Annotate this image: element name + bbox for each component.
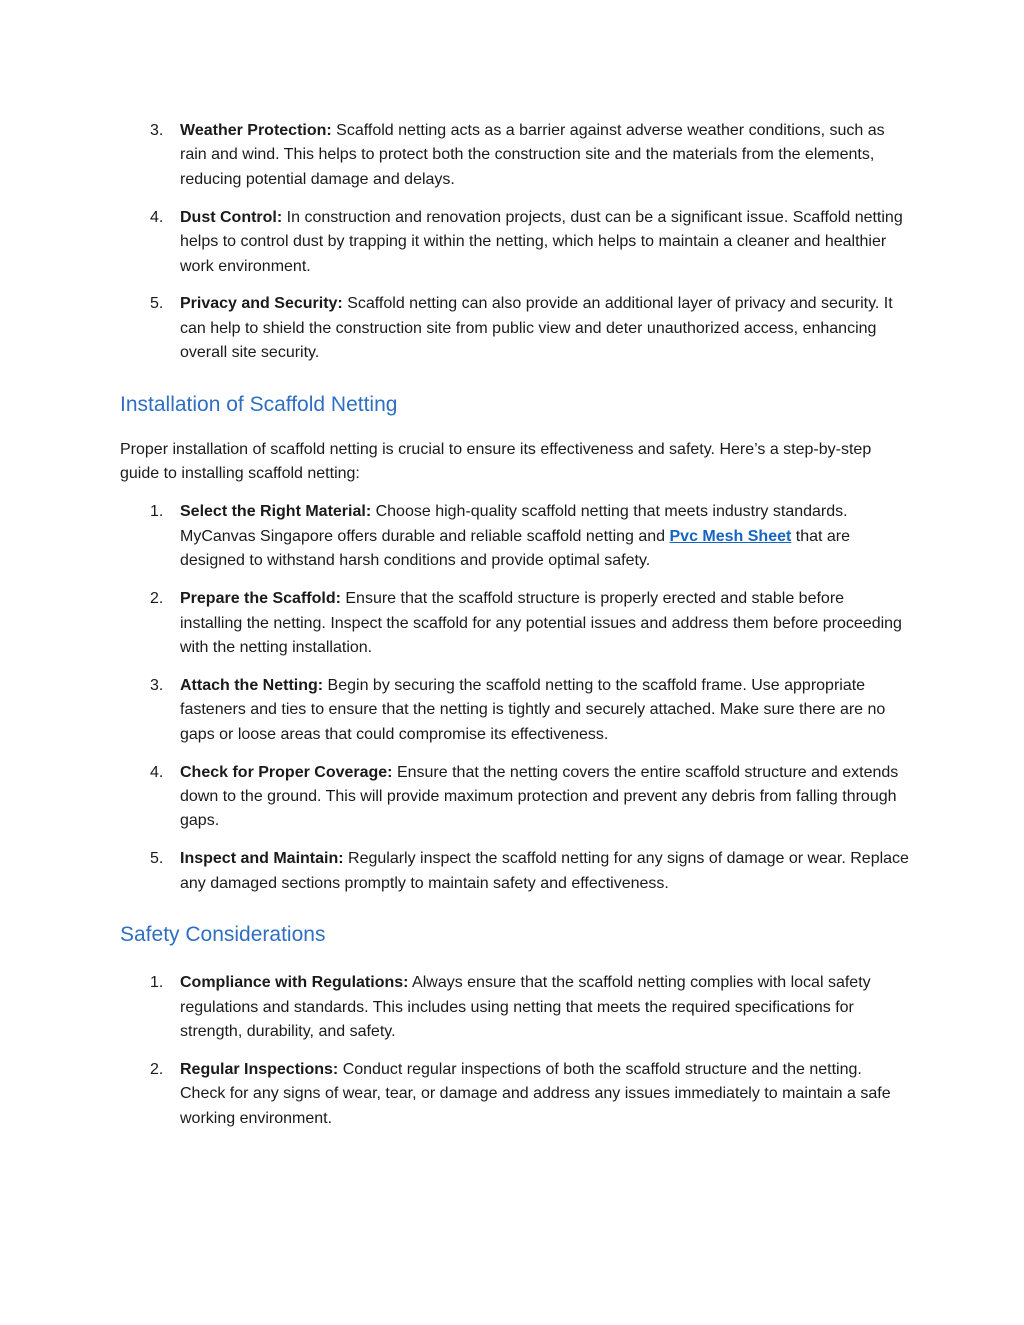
list-item (120, 292, 910, 365)
list-number: 5. (150, 850, 164, 868)
safety-list (120, 971, 910, 1131)
list-item (120, 500, 910, 573)
list-number: 4. (150, 208, 164, 226)
item-title: Select the Right Material: (180, 503, 372, 521)
item-text: Scaffold netting can also provide an additional layer of privacy and security. It can help to shield the construction site from public view and deter unauthorized access, enhancing overall site security. (180, 295, 893, 362)
list-item (120, 971, 910, 1044)
list-item (120, 847, 910, 896)
list-number: 1. (150, 503, 164, 521)
item-title: Prepare the Scaffold: (180, 590, 341, 608)
list-number: 5. (150, 295, 164, 313)
list-number: 1. (150, 974, 164, 992)
item-text: that are designed to withstand harsh conditions and provide optimal safety. (180, 527, 851, 570)
item-title: Inspect and Maintain: (180, 850, 344, 868)
item-text: Ensure that the scaffold structure is properly erected and stable before installing the netting. Inspect the scaffold for any potential issues and address them before proceeding with the netting installation. (180, 590, 902, 656)
item-text: Choose high-quality scaffold netting that meets industry standards. MyCanvas Singapore offers durable and reliable scaffold netting and (180, 503, 848, 545)
item-text: Always ensure that the scaffold netting complies with local safety regulations and standards. This includes using netting that meets the required specifications for strength, durability, and safety. (180, 974, 871, 1040)
item-title: Privacy and Security: (180, 295, 343, 313)
list-item (120, 1058, 910, 1131)
list-item (120, 761, 910, 834)
list-number: 2. (150, 1060, 164, 1078)
installation-intro: Proper installation of scaffold netting is crucial to ensure its effectiveness and safety. Here’s a step-by-step guide to installing scaffold netting: (120, 440, 872, 483)
item-text: Regularly inspect the scaffold netting for any signs of damage or wear. Replace any damaged sections promptly to maintain safety and effectiveness. (180, 850, 909, 892)
item-text: Scaffold netting acts as a barrier against adverse weather conditions, such as rain and wind. This helps to protect both the construction site and the materials from the elements, reducing potential damage and delays. (180, 122, 885, 188)
item-text: Begin by securing the scaffold netting to the scaffold frame. Use appropriate fasteners and ties to ensure that the netting is tightly and securely attached. Make sure there are no gaps or loose areas that could compromise its effectiveness. (180, 676, 886, 743)
item-text: Conduct regular inspections of both the scaffold structure and the netting. Check for any signs of wear, tear, or damage and address any issues immediately to maintain a safe working environment. (180, 1060, 891, 1127)
item-title: Dust Control: (180, 208, 283, 226)
list-number: 2. (150, 590, 164, 608)
list-number: 3. (150, 676, 164, 694)
list-number: 3. (150, 122, 164, 139)
list-item (120, 206, 910, 279)
list-item (120, 587, 910, 660)
list-item (120, 674, 910, 747)
document-content (120, 119, 910, 1145)
item-title: Check for Proper Coverage: (180, 763, 393, 781)
list-item (120, 119, 910, 192)
pvc-mesh-sheet-link[interactable]: Pvc Mesh Sheet (669, 527, 792, 545)
item-title: Weather Protection: (180, 122, 332, 139)
list-number: 4. (150, 763, 164, 781)
item-title: Attach the Netting: (180, 676, 324, 694)
safety-heading: Safety Considerations (120, 923, 326, 947)
installation-heading: Installation of Scaffold Netting (120, 392, 398, 416)
item-title: Compliance with Regulations: (180, 974, 409, 992)
item-text: Ensure that the netting covers the entire scaffold structure and extends down to the ground. This will provide maximum protection and prevent any debris from falling through gaps. (180, 763, 899, 830)
installation-steps-list (120, 500, 910, 896)
benefits-list-continued (120, 119, 910, 366)
item-title: Regular Inspections: (180, 1060, 339, 1078)
item-text: In construction and renovation projects, dust can be a significant issue. Scaffold netting helps to control dust by trapping it within the netting, which helps to maintain a cleaner and healthier work environment. (180, 208, 903, 275)
